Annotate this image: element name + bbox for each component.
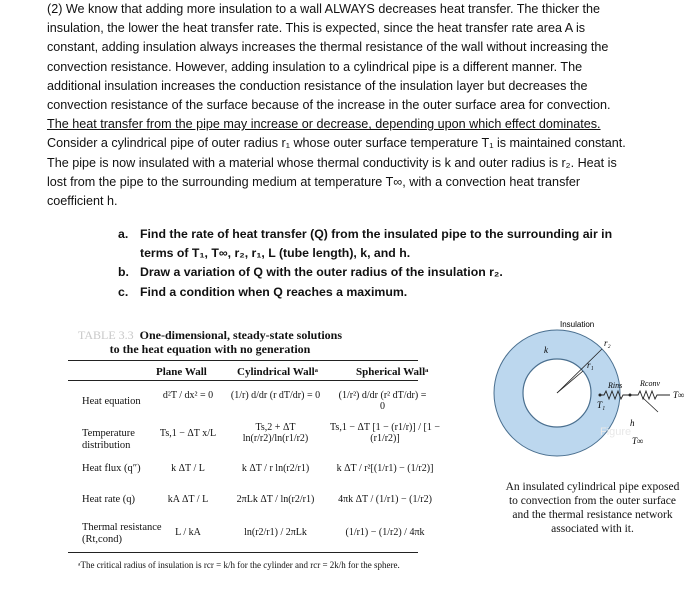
- problem-line: Consider a cylindrical pipe of outer radius r₁ whose outer surface temperature T₁ is maintained constant.: [47, 136, 626, 151]
- question-letter: b.: [118, 265, 129, 280]
- row-label-temperature: Temperature distribution: [82, 428, 135, 451]
- question-b: [118, 263, 678, 282]
- k-label: k: [544, 345, 548, 355]
- h-label: h: [630, 418, 635, 428]
- row-label-thermal-resistance: Thermal resistance (Rt,cond): [82, 522, 162, 545]
- cell-temp-sph: Ts,1 − ΔT [1 − (r1/r)] / [1 − (r1/r2)]: [330, 422, 440, 444]
- problem-line: lost from the pipe to the surrounding medium at temperature T∞, with a convection heat transfer: [47, 174, 581, 189]
- table-number: TABLE 3.3: [77, 328, 134, 342]
- figure-watermark: Figure: [600, 426, 632, 438]
- row-label-heat-rate: Heat rate (q): [82, 494, 136, 505]
- cell-heat-eq-plane: d²T / dx² = 0: [162, 390, 214, 401]
- cell-flux-cyl: k ΔT / r ln(r2/r1): [241, 463, 310, 474]
- row-label-heat-flux: Heat flux (q″): [82, 463, 141, 474]
- h-pointer: [643, 398, 658, 412]
- cell-rate-plane: kA ΔT / L: [167, 494, 209, 505]
- problem-line: constant, adding insulation always increases the thermal resistance of the wall without increasing the: [47, 40, 609, 55]
- problem-line: insulation, the lower the heat transfer rate. This is expected, since the heat transfer rate area A is: [47, 21, 586, 36]
- cell-heat-eq-sph: (1/r²) d/dr (r² dT/dr) = 0: [338, 390, 427, 412]
- header-plane-wall: Plane Wall: [156, 366, 207, 378]
- problem-line: convection resistance. However, adding insulation to a cylindrical pipe is a different manner. The: [47, 59, 583, 74]
- cell-resist-cyl: ln(r2/r1) / 2πLk: [244, 527, 307, 538]
- tinf-label: T∞: [632, 436, 644, 446]
- table-header-rule: [68, 380, 418, 381]
- header-cylindrical-wall: Cylindrical Wallᵃ: [237, 366, 318, 378]
- insulation-label: Insulation: [560, 320, 595, 329]
- cell-rate-cyl: 2πLk ΔT / ln(r2/r1): [236, 494, 315, 505]
- t1-circuit-label: T₁: [597, 400, 606, 410]
- question-text: Find a condition when Q reaches a maximum.: [140, 284, 408, 299]
- question-letter: c.: [118, 284, 129, 299]
- cell-temp-plane: Ts,1 − ΔT x/L: [159, 428, 217, 439]
- problem-underlined-line: The heat transfer from the pipe may increase or decrease, depending upon which effect dominates.: [47, 117, 601, 132]
- node-mid: [629, 394, 632, 397]
- r2-label: r₂: [604, 338, 611, 348]
- node-t1: [599, 394, 602, 397]
- cell-heat-eq-cyl: (1/r) d/dr (r dT/dr) = 0: [230, 390, 321, 401]
- rins-label: Rins: [608, 381, 623, 390]
- cell-resist-plane: L / kA: [175, 527, 201, 538]
- cell-flux-plane: k ΔT / L: [171, 463, 205, 474]
- table-top-rule: [68, 360, 418, 361]
- table-bottom-rule: [68, 552, 418, 553]
- table-title-line: One-dimensional, steady-state solutions: [139, 328, 343, 342]
- problem-statement: [47, 0, 677, 211]
- problem-line: The pipe is now insulated with a material whose thermal conductivity is k and outer radius is r₂. Heat is: [47, 155, 617, 170]
- problem-line: (2) We know that adding more insulation to a wall ALWAYS decreases heat transfer. The thicker the: [47, 2, 601, 16]
- problem-line: convection resistance of the surface because of the increase in the outer surface area for convection.: [47, 98, 611, 113]
- rconv-label: Rconv: [640, 379, 660, 388]
- question-letter: a.: [118, 227, 129, 241]
- cell-rate-sph: 4πk ΔT / (1/r1) − (1/r2): [338, 494, 432, 505]
- problem-line: coefficient h.: [47, 194, 118, 209]
- question-text: Draw a variation of Q with the outer radius of the insulation r₂.: [140, 265, 503, 280]
- table-title: [60, 328, 360, 356]
- question-text: Find the rate of heat transfer (Q) from the insulated pipe to the surrounding air in: [140, 227, 613, 241]
- table-title-line: to the heat equation with no generation: [109, 342, 311, 356]
- figure-caption: An insulated cylindrical pipe exposed to convection from the outer surface and the thermal resistance network associated with it.: [505, 481, 680, 535]
- header-spherical-wall: Spherical Wallᵃ: [356, 366, 429, 378]
- problem-line: additional insulation increases the conduction resistance of the insulation layer but decreases the: [47, 78, 588, 93]
- cell-flux-sph: k ΔT / r²[(1/r1) − (1/r2)]: [336, 463, 434, 474]
- cell-resist-sph: (1/r1) − (1/r2) / 4πk: [345, 527, 425, 538]
- question-list: [118, 225, 678, 302]
- question-text: terms of T₁, T∞, r₂, r₁, L (tube length), k, and h.: [140, 246, 411, 261]
- question-a: [118, 225, 678, 263]
- insulated-pipe-diagram: [490, 318, 690, 473]
- r1-label: r₁: [587, 360, 594, 370]
- row-label-heat-equation: Heat equation: [82, 396, 141, 407]
- question-c: [118, 283, 678, 302]
- table-footnote: ᵃThe critical radius of insulation is rcr = k/h for the cylinder and rcr = 2k/h for the sphere.: [78, 560, 400, 570]
- cell-temp-cyl: Ts,2 + ΔT ln(r/r2)/ln(r1/r2): [242, 422, 309, 444]
- tinf-circuit-label: T∞: [673, 390, 685, 400]
